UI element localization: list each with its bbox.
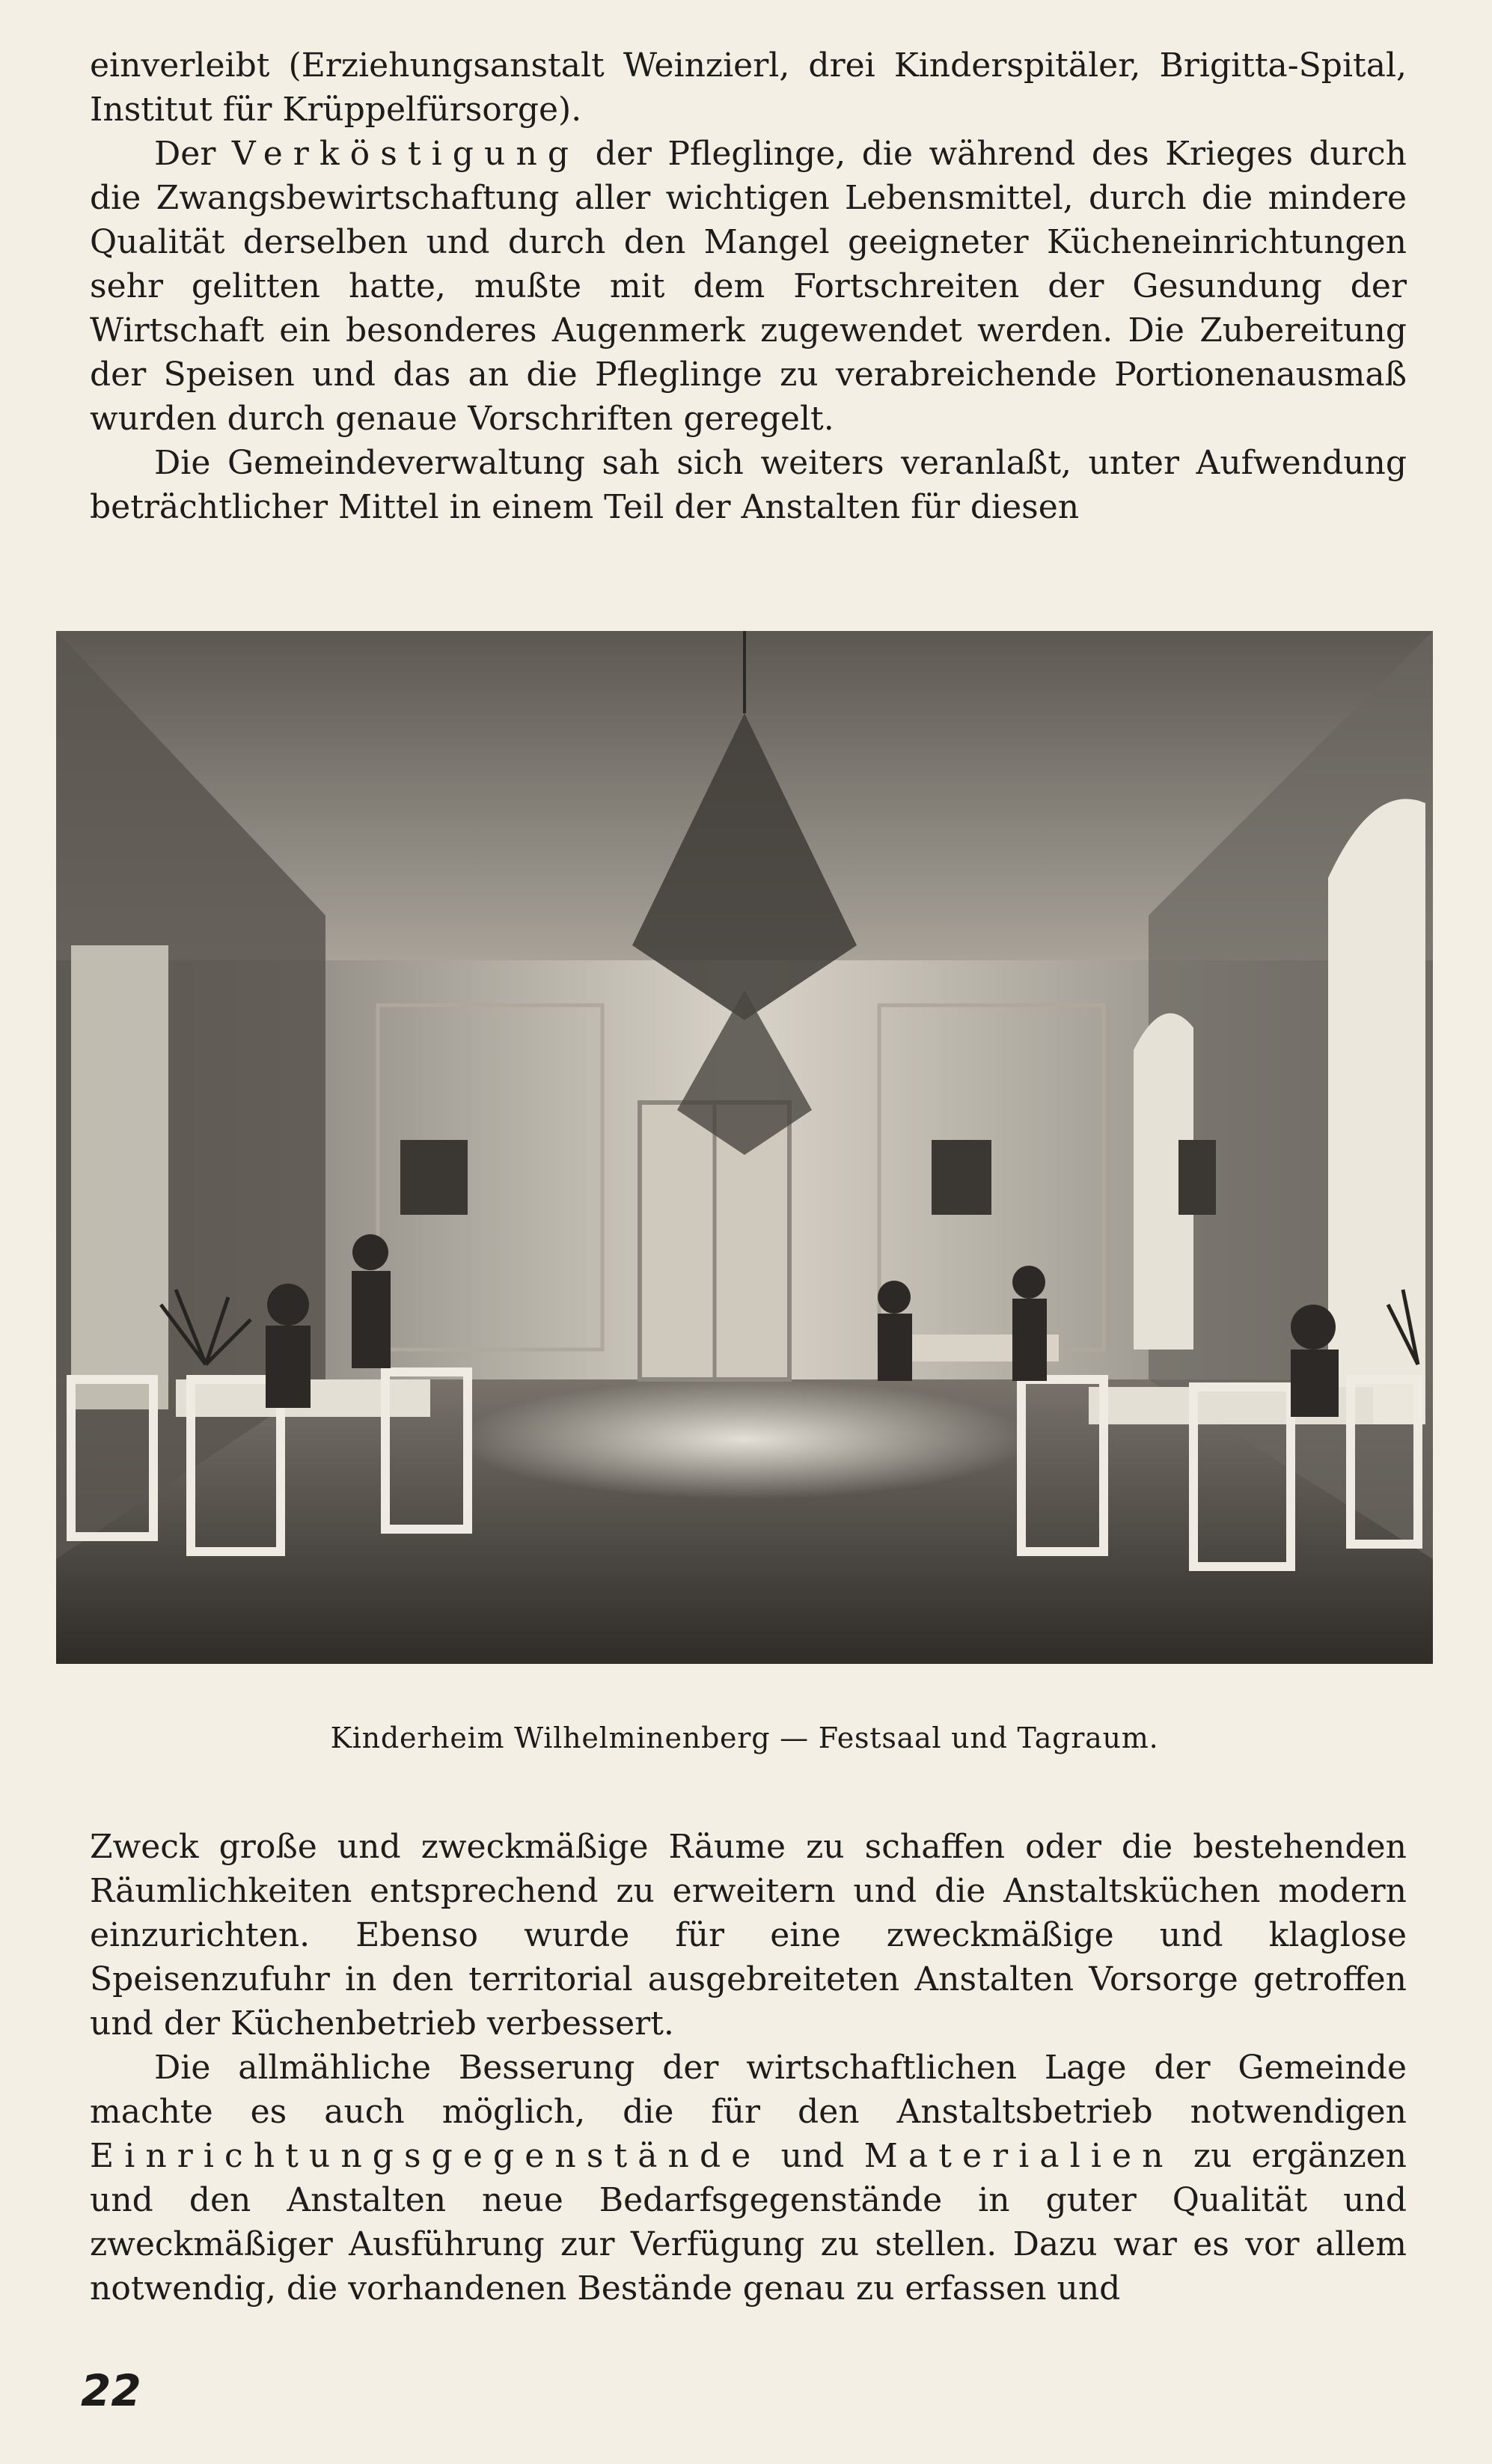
paragraph-2-rest: der Pfleglinge, die während des Krieges durch die Zwangsbewirtschaftung aller wichtigen Lebensmittel, durch die mindere Qualität derselben und durch den Mangel geeigneter Kücheneinrichtungen sehr gelitten hatte, mußte mit dem Fortschreiten der Gesundung der Wirtschaft ein besonderes Augenmerk zugewendet werden. Die Zubereitung der Speisen und das an die Pfleglinge zu verabreichende Portionenausmaß wurden durch genaue Vorschriften geregelt. bbox=[90, 135, 1407, 438]
paragraph-2-start: Der bbox=[154, 135, 232, 173]
text-block-top bbox=[90, 43, 1407, 529]
paragraph-3: Die Gemeindeverwaltung sah sich weiters veranlaßt, unter Aufwendung beträchtlicher Mittel in einem Teil der Anstalten für diesen bbox=[90, 444, 1407, 526]
spaced-term-materialien: Materialien bbox=[863, 2137, 1174, 2175]
paragraph-4: Zweck große und zweckmäßige Räume zu schaffen oder die bestehenden Räumlichkeiten entsprechend zu erweitern und die Anstaltsküchen modern einzurichten. Ebenso wurde für eine zweckmäßige und klaglose Speisenzufuhr in den territorial ausgebreiteten Anstalten Vorsorge getroffen und der Küchenbetrieb verbessert. bbox=[90, 1828, 1407, 2043]
spaced-term-verkoestigung: Verköstigung bbox=[231, 135, 580, 173]
photo-illustration bbox=[56, 631, 1433, 1664]
paragraph-2 bbox=[90, 132, 1407, 441]
paragraph-5-start: Die allmähliche Besserung der wirtschaftlichen Lage der Gemeinde machte es auch möglich, die für den Anstaltsbetrieb notwendigen bbox=[90, 2049, 1407, 2131]
page-number: 22 bbox=[81, 2365, 141, 2416]
spaced-term-einrichtungsgegenstaende: Einrichtungsgegenstände bbox=[90, 2137, 762, 2175]
paragraph-5 bbox=[90, 2046, 1407, 2311]
figure-caption: Kinderheim Wilhelminenberg — Festsaal und Tagraum. bbox=[330, 1722, 1159, 1754]
paragraph-1: einverleibt (Erziehungsanstalt Weinzierl, drei Kinderspitäler, Brigitta-Spital, Institut für Krüppelfürsorge). bbox=[90, 46, 1407, 129]
text-block-bottom bbox=[90, 1825, 1407, 2311]
photo-festsaal bbox=[56, 631, 1433, 1664]
paragraph-5-mid: und bbox=[761, 2137, 864, 2175]
paragraph-5-rest: zu ergänzen und den Anstalten neue Bedarfsgegenstände in guter Qualität und zweckmäßiger Ausführung zur Verfügung zu stellen. Dazu war es vor allem notwendig, die vorhandenen Bestände genau zu erfassen und bbox=[90, 2137, 1407, 2308]
